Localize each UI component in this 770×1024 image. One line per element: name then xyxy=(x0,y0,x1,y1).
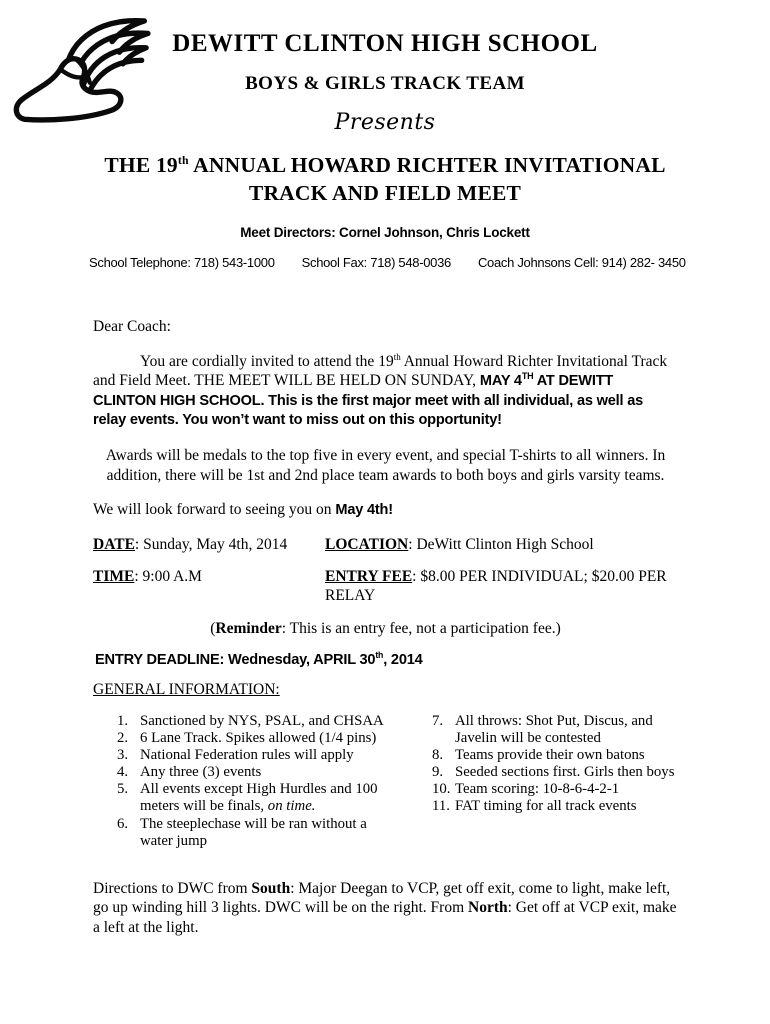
list-item xyxy=(117,747,392,764)
coach-cell: Coach Johnsons Cell: 914) 282- 3450 xyxy=(477,254,686,270)
contact-info-line xyxy=(0,255,770,270)
list-item-number: 11. xyxy=(432,798,450,815)
list-item-text: National Federation rules will apply xyxy=(140,746,354,763)
directions-paragraph xyxy=(93,879,678,937)
time-fee-row xyxy=(93,567,678,606)
time-label: TIME xyxy=(93,567,135,585)
list-column-left xyxy=(117,713,392,850)
reminder-pre: ( xyxy=(210,619,216,637)
list-item-number: 3. xyxy=(117,746,129,763)
look-forward-line xyxy=(93,500,678,519)
list-item xyxy=(117,781,392,815)
school-telephone: School Telephone: 718) 543-1000 xyxy=(89,254,275,270)
list-item-text-pre: All events except High Hurdles and 100 meters will be finals, xyxy=(140,781,378,815)
invitation-bold-may4: MAY 4 xyxy=(479,373,522,390)
date-location-row xyxy=(93,535,678,554)
list-item xyxy=(432,798,695,815)
directions-bold-north: North xyxy=(468,899,508,917)
general-information-list xyxy=(93,713,678,850)
list-item xyxy=(432,713,695,747)
location-field xyxy=(325,535,678,554)
school-name: DEWITT CLINTON HIGH SCHOOL xyxy=(172,30,598,57)
meet-title-line1-post: ANNUAL HOWARD RICHTER INVITATIONAL xyxy=(188,152,666,177)
list-column-right xyxy=(432,713,695,850)
list-item xyxy=(117,713,392,730)
meet-directors: Meet Directors: Cornel Johnson, Chris Lockett xyxy=(240,224,530,240)
list-item xyxy=(432,747,695,764)
winged-shoe-icon xyxy=(12,6,164,128)
date-value: : Sunday, May 4th, 2014 xyxy=(134,535,288,553)
list-item xyxy=(432,764,695,781)
reminder-post: : This is an entry fee, not a participation fee.) xyxy=(281,619,561,637)
look-forward-date: May 4th! xyxy=(335,502,393,519)
list-item-number: 8. xyxy=(432,746,444,763)
entry-fee-field xyxy=(325,567,678,606)
list-item-text-italic: on time. xyxy=(267,798,316,815)
salutation: Dear Coach: xyxy=(93,317,171,335)
time-value: : 9:00 A.M xyxy=(134,567,202,585)
invitation-seg2: Annual Howard Richter Invitational Track and Field Meet. THE MEET WILL BE HELD ON SUNDAY, xyxy=(93,352,668,390)
awards-paragraph: Awards will be medals to the top five in every event, and special T-shirts to all winners. In addition, there will be 1st and 2nd place team awards to both boys and girls varsity teams. xyxy=(105,447,666,484)
look-forward-text: We will look forward to seeing you on xyxy=(93,501,336,519)
meet-title xyxy=(0,151,770,208)
list-item-number: 7. xyxy=(432,712,444,729)
meet-title-ordinal: th xyxy=(177,152,189,167)
list-item-text: Sanctioned by NYS, PSAL, and CHSAA xyxy=(140,712,384,729)
list-item-text: Teams provide their own batons xyxy=(455,746,645,763)
meet-title-line2: TRACK AND FIELD MEET xyxy=(248,181,522,206)
date-field xyxy=(93,535,325,554)
school-fax: School Fax: 718) 548-0036 xyxy=(301,254,451,270)
reminder-line xyxy=(93,619,678,638)
invitation-bold-pitch: This is the first major meet with all individual, as well as relay events. You won’t want to miss out on this opportunity! xyxy=(93,392,643,428)
list-item-number: 6. xyxy=(117,815,129,832)
list-item-number: 1. xyxy=(117,712,129,729)
entry-fee-label: ENTRY FEE xyxy=(325,567,413,585)
list-item-text: Team scoring: 10-8-6-4-2-1 xyxy=(455,781,620,798)
time-field xyxy=(93,567,325,606)
directions-seg2: : Major Deegan to VCP, get off exit, come to light, make left, go up winding hill 3 lights. DWC will be on the right. From xyxy=(93,879,671,917)
list-item-number: 10. xyxy=(432,781,451,798)
winged-foot-logo xyxy=(12,6,164,128)
list-item-text: Any three (3) events xyxy=(140,764,262,781)
deadline-pre: ENTRY DEADLINE: Wednesday, APRIL 30 xyxy=(95,652,376,668)
list-item-number: 2. xyxy=(117,729,129,746)
list-item-text: 6 Lane Track. Spikes allowed (1/4 pins) xyxy=(140,729,377,746)
list-item-number: 9. xyxy=(432,764,444,781)
invitation-bold-location: AT DEWITT CLINTON HIGH SCHOOL. xyxy=(93,373,614,409)
list-item xyxy=(117,816,392,850)
list-item-text: The steeplechase will be ran without a water jump xyxy=(140,815,367,849)
deadline-post: , 2014 xyxy=(383,652,423,668)
letter-body xyxy=(0,317,770,937)
reminder-bold: Reminder xyxy=(215,619,282,637)
invitation-ordinal-19th: th xyxy=(393,351,401,362)
list-item-number: 5. xyxy=(117,781,129,798)
list-item-text: FAT timing for all track events xyxy=(455,798,637,815)
team-name: BOYS & GIRLS TRACK TEAM xyxy=(245,72,525,94)
meet-title-line1-pre: THE 19 xyxy=(104,152,178,177)
invitation-seg1: You are cordially invited to attend the 19 xyxy=(140,352,394,370)
invitation-paragraph xyxy=(93,352,678,430)
list-item-number: 4. xyxy=(117,764,129,781)
list-item-text: Seeded sections first. Girls then boys xyxy=(455,764,675,781)
location-value: : DeWitt Clinton High School xyxy=(408,535,594,553)
directions-seg1: Directions to DWC from xyxy=(93,879,252,897)
entry-deadline-line xyxy=(93,651,678,669)
entry-fee-value: : $8.00 PER INDIVIDUAL; $20.00 PER RELAY xyxy=(325,567,667,605)
deadline-ordinal: th xyxy=(375,650,384,661)
list-item-text: All throws: Shot Put, Discus, and Javelin will be contested xyxy=(455,712,653,746)
date-label: DATE xyxy=(93,535,135,553)
location-label: LOCATION xyxy=(325,535,409,553)
list-item xyxy=(432,781,695,798)
general-information-heading: GENERAL INFORMATION: xyxy=(93,681,280,699)
list-item xyxy=(117,764,392,781)
directions-seg3: : Get off at VCP exit, make a left at the light. xyxy=(93,899,677,936)
list-item-text xyxy=(140,781,392,815)
presents-text: Presents xyxy=(334,109,436,135)
directions-bold-south: South xyxy=(251,879,291,897)
invitation-ordinal-4th: TH xyxy=(521,371,534,382)
meet-title-line1 xyxy=(0,151,770,179)
list-item xyxy=(117,730,392,747)
